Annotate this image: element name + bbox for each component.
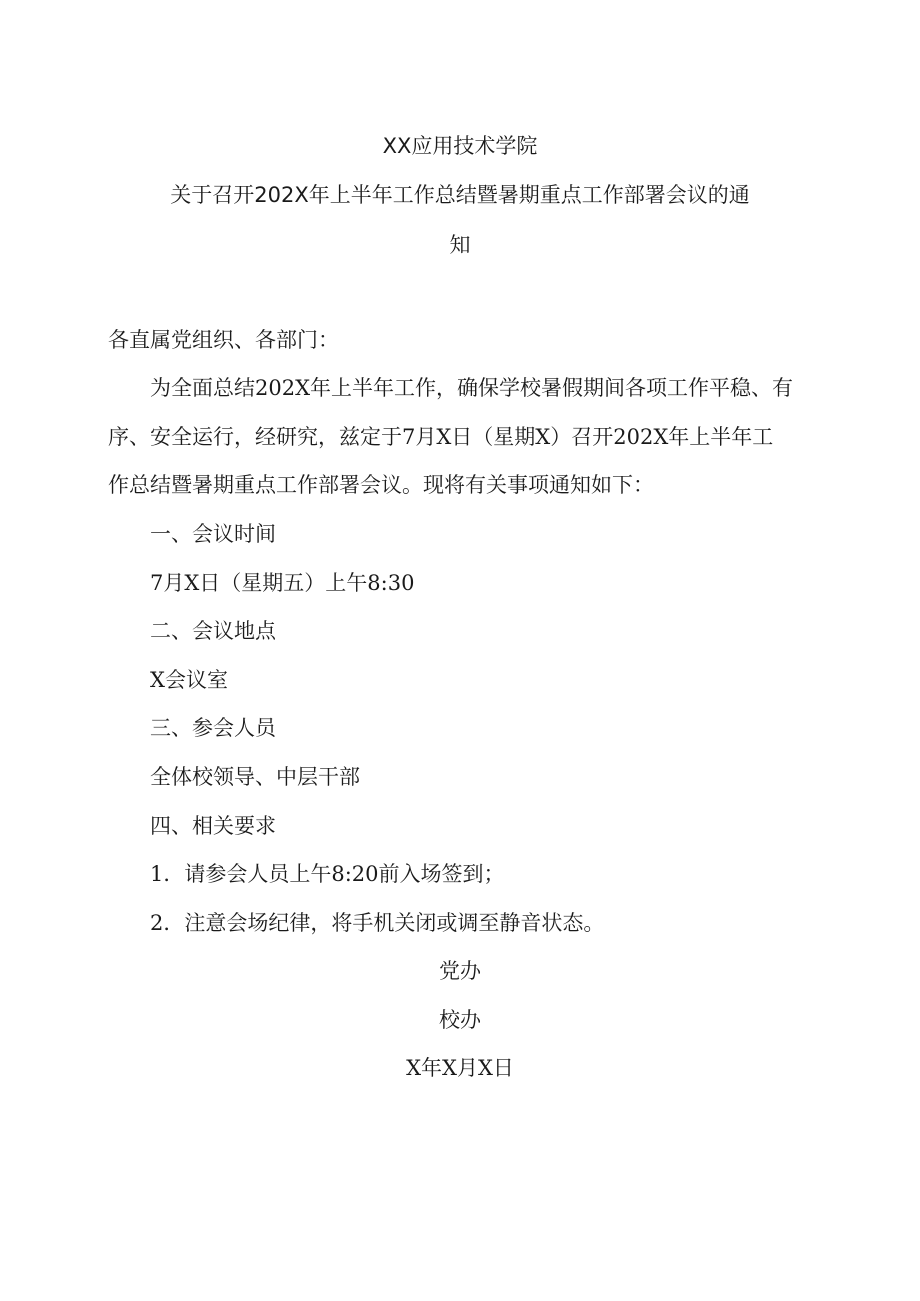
section-heading-location: 二、会议地点: [150, 619, 276, 643]
notice-title-line-1: 关于召开202X年上半年工作总结暨暑期重点工作部署会议的通: [170, 183, 750, 207]
org-name: XX应用技术学院: [382, 134, 538, 158]
section-heading-requirements: 四、相关要求: [150, 814, 276, 838]
intro-line-1: 为全面总结202X年上半年工作，确保学校暑假期间各项工作平稳、有: [150, 376, 794, 400]
meeting-attendees: 全体校领导、中层干部: [150, 765, 360, 789]
section-heading-attendees: 三、参会人员: [150, 716, 276, 740]
signature-office-2: 校办: [439, 1008, 481, 1032]
signature-office-1: 党办: [439, 959, 481, 983]
salutation: 各直属党组织、各部门：: [108, 328, 339, 352]
signature-date: X年X月X日: [406, 1056, 514, 1080]
notice-title-line-2: 知: [449, 233, 471, 257]
section-heading-time: 一、会议时间: [150, 522, 276, 546]
requirement-item-1: 1．请参会人员上午8:20前入场签到；: [150, 862, 505, 886]
intro-line-2: 序、安全运行，经研究，兹定于7月X日（星期X）召开202X年上半年工: [108, 425, 774, 449]
intro-line-3: 作总结暨暑期重点工作部署会议。现将有关事项通知如下：: [108, 473, 654, 497]
requirement-item-2: 2．注意会场纪律，将手机关闭或调至静音状态。: [150, 911, 605, 935]
meeting-location: X会议室: [150, 668, 228, 692]
meeting-time: 7月X日（星期五）上午8:30: [150, 571, 415, 595]
